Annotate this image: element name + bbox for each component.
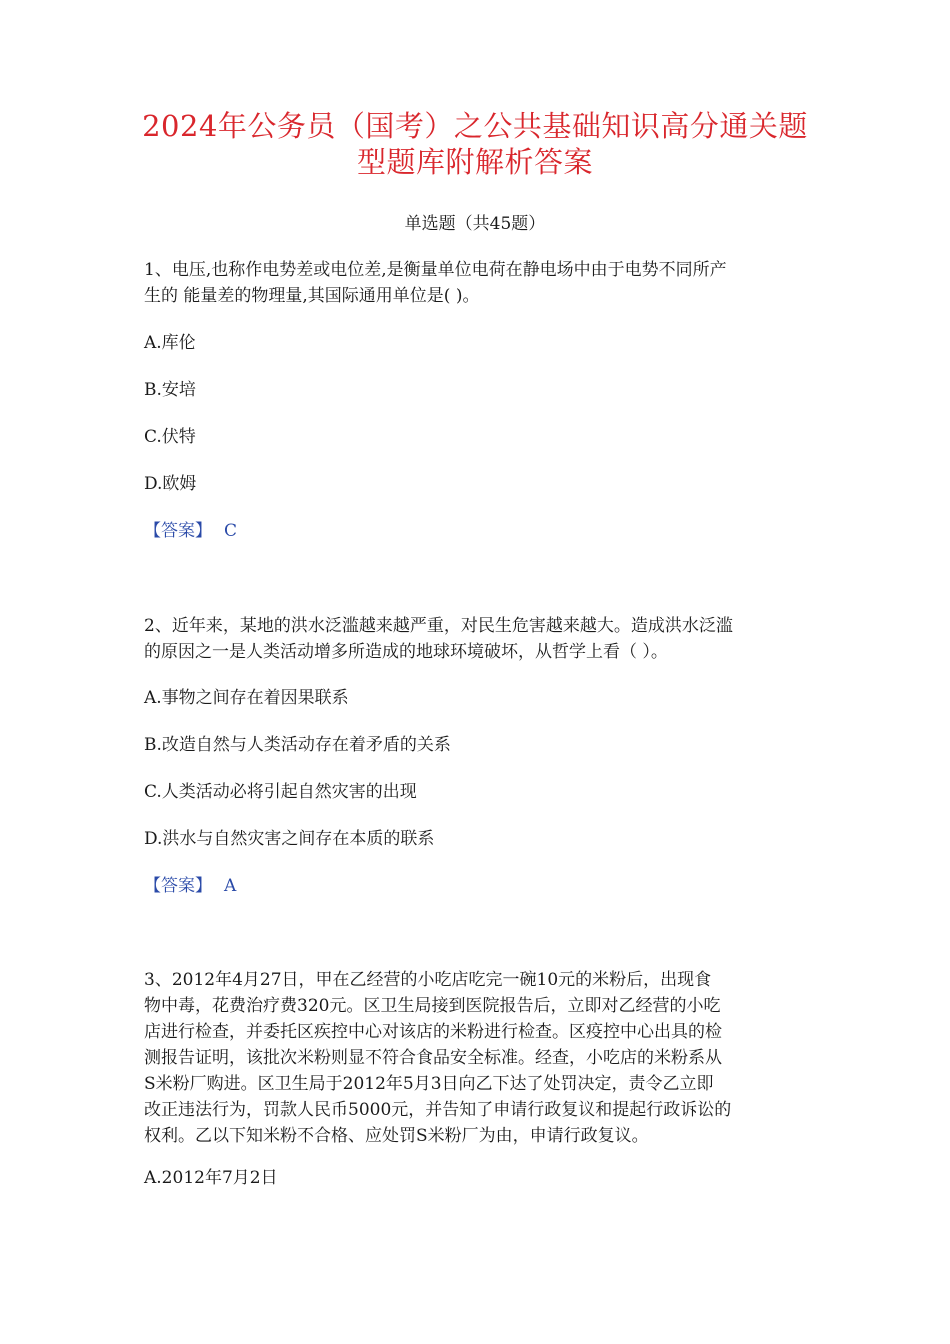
question-2-option-a: A.事物之间存在着因果联系 — [144, 688, 349, 708]
question-3-stem-line-5: S米粉厂购进。区卫生局于2012年5月3日向乙下达了处罚决定，责令乙立即 — [144, 1074, 714, 1094]
question-3-stem-line-1: 3、2012年4月27日，甲在乙经营的小吃店吃完一碗10元的米粉后，出现食 — [144, 970, 712, 990]
question-1-stem-line-2: 生的 能量差的物理量,其国际通用单位是( )。 — [144, 286, 480, 306]
question-1-option-a: A.库伦 — [144, 333, 196, 353]
answer-value: C — [224, 521, 238, 541]
question-3-stem-line-6: 改正违法行为，罚款人民币5000元，并告知了申请行政复议和提起行政诉讼的 — [144, 1100, 732, 1120]
document-title-line-2: 型题库附解析答案 — [356, 145, 593, 179]
section-heading: 单选题（共45题） — [404, 214, 546, 234]
question-2-stem-line-1: 2、近年来，某地的洪水泛滥越来越严重，对民生危害越来越大。造成洪水泛滥 — [144, 616, 733, 636]
question-2-option-c: C.人类活动必将引起自然灾害的出现 — [144, 782, 417, 802]
question-1-answer — [144, 518, 824, 544]
document-title-line-1: 2024年公务员（国考）之公共基础知识高分通关题 — [142, 109, 808, 143]
question-1-option-c: C.伏特 — [144, 427, 196, 447]
question-2-stem-line-2: 的原因之一是人类活动增多所造成的地球环境破坏，从哲学上看（ ）。 — [144, 642, 668, 662]
question-1-stem-line-1: 1、电压,也称作电势差或电位差,是衡量单位电荷在静电场中由于电势不同所产 — [144, 260, 727, 280]
question-1-option-b: B.安培 — [144, 380, 196, 400]
question-3-stem-line-2: 物中毒，花费治疗费320元。区卫生局接到医院报告后，立即对乙经营的小吃 — [144, 996, 721, 1016]
question-2-option-b: B.改造自然与人类活动存在着矛盾的关系 — [144, 735, 451, 755]
question-3-stem-line-3: 店进行检查，并委托区疾控中心对该店的米粉进行检查。区疫控中心出具的检 — [144, 1022, 722, 1042]
answer-label: 【答案】 — [144, 521, 212, 541]
question-3-stem-line-7: 权利。乙以下知米粉不合格、应处罚S米粉厂为由，申请行政复议。 — [144, 1126, 649, 1146]
question-2-answer — [144, 873, 824, 899]
answer-label: 【答案】 — [144, 876, 212, 896]
question-3-stem-line-4: 测报告证明，该批次米粉则显不符合食品安全标准。经查，小吃店的米粉系从 — [144, 1048, 722, 1068]
answer-value: A — [224, 876, 237, 896]
question-1-option-d: D.欧姆 — [144, 474, 197, 494]
question-3-option-a: A.2012年7月2日 — [144, 1168, 278, 1188]
question-2-option-d: D.洪水与自然灾害之间存在本质的联系 — [144, 829, 435, 849]
